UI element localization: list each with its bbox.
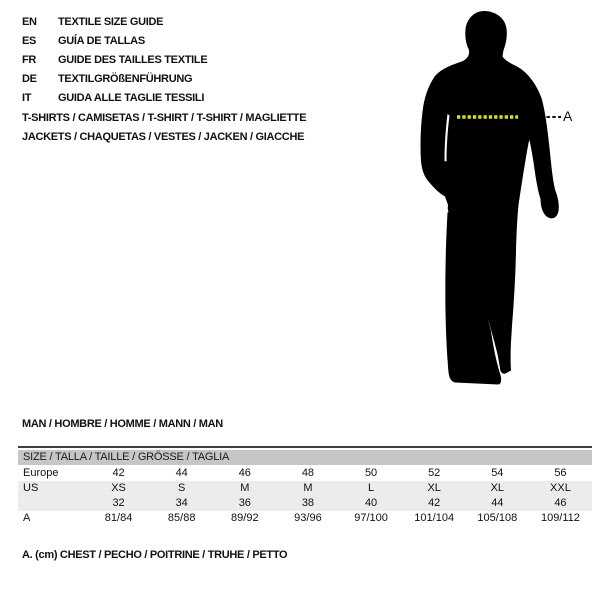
language-title: TEXTILGRÖßENFÜHRUNG — [58, 73, 193, 85]
size-cell: 44 — [175, 467, 188, 479]
category-lines — [22, 109, 306, 147]
size-cell: 105/108 — [477, 512, 518, 524]
language-title: GUIDE DES TAILLES TEXTILE — [58, 54, 208, 66]
size-row-chest-a — [18, 511, 592, 526]
size-row-us — [18, 481, 592, 496]
language-row — [22, 51, 207, 70]
size-cell: 89/92 — [231, 512, 259, 524]
language-code: IT — [22, 92, 32, 104]
category-line-jackets: JACKETS / CHAQUETAS / VESTES / JACKEN / GIACCHE — [22, 131, 305, 143]
size-cell: 50 — [364, 467, 378, 479]
size-cell: 101/104 — [414, 512, 455, 524]
section-title-man: MAN / HOMBRE / HOMME / MANN / MAN — [22, 418, 223, 430]
size-row-us-numeric — [18, 496, 592, 511]
man-silhouette-figure — [405, 0, 600, 400]
size-cell: 54 — [491, 467, 504, 479]
size-cell: M — [303, 482, 313, 494]
language-code: ES — [22, 35, 37, 47]
size-table — [18, 446, 592, 526]
language-title: GUIDA ALLE TAGLIE TESSILI — [58, 92, 205, 104]
size-cell: M — [240, 482, 250, 494]
size-cell: 46 — [238, 467, 251, 479]
measurement-footnote: A. (cm) CHEST / PECHO / POITRINE / TRUHE / PETTO — [22, 549, 288, 561]
size-cell: XS — [111, 482, 126, 494]
size-row-label: US — [23, 482, 39, 494]
size-cell: 93/96 — [294, 512, 322, 524]
size-cell: XL — [490, 482, 505, 494]
size-cell: L — [368, 482, 375, 494]
size-cell: 46 — [554, 497, 567, 509]
size-cell: 38 — [301, 497, 315, 509]
size-row-europe — [18, 466, 592, 481]
size-row-label: Europe — [23, 467, 59, 479]
size-cell: 81/84 — [104, 512, 133, 524]
size-row-label — [18, 496, 87, 511]
size-cell: 85/88 — [167, 512, 196, 524]
language-row — [22, 32, 207, 51]
size-cell: 34 — [175, 497, 188, 509]
language-code: EN — [22, 16, 37, 28]
size-cell: XL — [427, 482, 441, 494]
language-row — [22, 13, 207, 32]
language-row — [22, 89, 207, 108]
size-cell: 97/100 — [354, 512, 388, 524]
size-cell: 52 — [428, 467, 441, 479]
size-cell: 48 — [301, 467, 315, 479]
language-title: TEXTILE SIZE GUIDE — [58, 16, 164, 28]
size-cell: 56 — [554, 467, 567, 479]
size-cell: 42 — [428, 497, 441, 509]
size-cell: S — [178, 482, 186, 494]
category-line-tshirts: T-SHIRTS / CAMISETAS / T-SHIRT / T-SHIRT / MAGLIETTE — [22, 112, 307, 124]
size-cell: 109/112 — [540, 512, 580, 524]
size-row-label: A — [23, 512, 31, 524]
language-code: FR — [22, 54, 37, 66]
silhouette-path — [421, 11, 559, 385]
size-cell: 40 — [364, 497, 378, 509]
language-title: GUÍA DE TALLAS — [58, 35, 145, 47]
size-cell: 36 — [238, 497, 251, 509]
size-table-header-row: SIZE / TALLA / TAILLE / GRÖSSE / TAGLIA — [18, 450, 592, 465]
chest-measurement-label: A — [563, 108, 573, 124]
size-cell: XXL — [550, 482, 571, 494]
size-cell: 32 — [112, 497, 125, 509]
size-cell: 44 — [491, 497, 504, 509]
size-cell: 42 — [112, 467, 125, 479]
language-list — [22, 13, 207, 108]
language-code: DE — [22, 73, 37, 85]
man-silhouette-icon — [405, 0, 580, 400]
language-row — [22, 70, 207, 89]
